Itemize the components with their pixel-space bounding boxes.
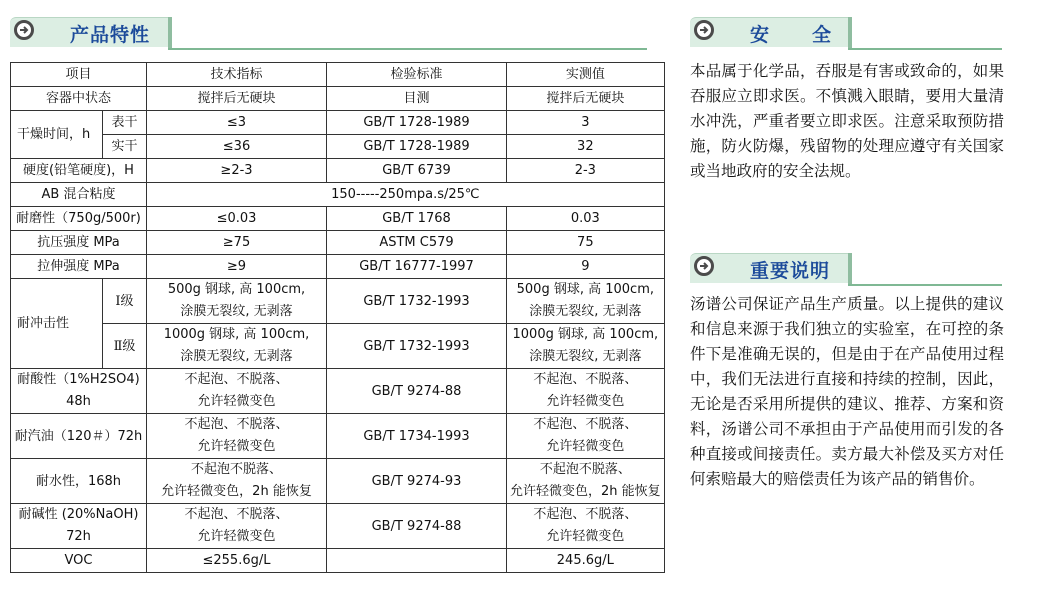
spec-cell: 不起泡、不脱落、 — [147, 504, 327, 527]
value-cell: 不起泡不脱落、 — [507, 459, 665, 482]
notice-text: 汤谱公司保证产品生产质量。以上提供的建议和信息来源于我们独立的实验室，在可控的条件下是准确无误的，但是由于在产品使用过程中，我们无法进行直接和持续的控制，因此，无论是否采用所提供的建议、推荐、方案和资料，汤谱公司不承担由于产品使用而引发的各种直接或间接责任。卖方最大补偿及买方对任何索赔最大的赔偿责任为该产品的销售价。 — [690, 295, 1004, 488]
row-label: 抗压强度 MPa — [11, 231, 147, 255]
value-cell: 0.03 — [507, 207, 665, 231]
value-cell: 9 — [507, 255, 665, 279]
row-label: 耐冲击性 — [11, 279, 103, 369]
table-row — [11, 369, 665, 392]
product-properties-header — [10, 17, 647, 51]
value-cell: 搅拌后无硬块 — [507, 87, 665, 111]
spec-cell: 不起泡不脱落、 — [147, 459, 327, 482]
spec-cell: ≥2-3 — [147, 159, 327, 183]
spec-cell: ≥75 — [147, 231, 327, 255]
row-label: AB 混合粘度 — [11, 183, 147, 207]
standard-cell: GB/T 16777-1997 — [327, 255, 507, 279]
table-row — [11, 159, 665, 183]
value-cell: 32 — [507, 135, 665, 159]
spec-table — [10, 62, 665, 573]
spec-cell: 500g 钢球, 高 100cm, — [147, 279, 327, 302]
section-title: 安 全 — [750, 24, 844, 46]
value-cell: 500g 钢球, 高 100cm, — [507, 279, 665, 302]
value-cell: 不起泡、不脱落、 — [507, 504, 665, 527]
row-label: 耐磨性（750g/500r) — [11, 207, 147, 231]
sub-label: Ⅱ级 — [103, 324, 147, 369]
value-cell: 75 — [507, 231, 665, 255]
spec-cell: 允许轻微变色 — [147, 391, 327, 414]
table-row — [11, 279, 665, 302]
value-cell: 允许轻微变色 — [507, 526, 665, 549]
value-cell: 允许轻微变色，2h 能恢复 — [507, 481, 665, 504]
standard-cell: GB/T 1732-1993 — [327, 279, 507, 324]
standard-cell — [327, 549, 507, 573]
table-row — [11, 183, 665, 207]
row-label: VOC — [11, 549, 147, 573]
value-cell: 涂膜无裂纹, 无剥落 — [507, 301, 665, 324]
arrow-circle-icon — [14, 20, 34, 40]
notice-header — [690, 253, 1002, 287]
table-header-row — [11, 63, 665, 87]
header-cell: 实测值 — [507, 63, 665, 87]
sub-label: Ⅰ级 — [103, 279, 147, 324]
standard-cell: GB/T 6739 — [327, 159, 507, 183]
spec-cell: 涂膜无裂纹, 无剥落 — [147, 346, 327, 369]
spec-cell: 不起泡、不脱落、 — [147, 369, 327, 392]
spec-cell: 允许轻微变色 — [147, 436, 327, 459]
standard-cell: GB/T 9274-88 — [327, 369, 507, 414]
table-row — [11, 414, 665, 437]
table-row — [11, 549, 665, 573]
spec-cell: 允许轻微变色，2h 能恢复 — [147, 481, 327, 504]
standard-cell: GB/T 1768 — [327, 207, 507, 231]
standard-cell: GB/T 9274-88 — [327, 504, 507, 549]
standard-cell: GB/T 1732-1993 — [327, 324, 507, 369]
header-rule — [848, 284, 1002, 286]
section-title: 重要说明 — [750, 260, 831, 282]
table-row — [11, 111, 665, 135]
value-cell: 涂膜无裂纹, 无剥落 — [507, 346, 665, 369]
header-rule — [168, 48, 647, 50]
spec-cell: 不起泡、不脱落、 — [147, 414, 327, 437]
value-cell: 不起泡、不脱落、 — [507, 414, 665, 437]
value-cell: 不起泡、不脱落、 — [507, 369, 665, 392]
table-row — [11, 135, 665, 159]
spec-cell: 1000g 钢球, 高 100cm, — [147, 324, 327, 347]
header-rule — [848, 48, 1002, 50]
row-label: 硬度(铅笔硬度)，H — [11, 159, 147, 183]
value-cell: 2-3 — [507, 159, 665, 183]
standard-cell: GB/T 9274-93 — [327, 459, 507, 504]
standard-cell: GB/T 1734-1993 — [327, 414, 507, 459]
row-label: 耐酸性（1%H2SO4) — [11, 369, 147, 392]
sub-label: 表干 — [103, 111, 147, 135]
value-cell: 允许轻微变色 — [507, 436, 665, 459]
table-row — [11, 255, 665, 279]
spec-cell: 涂膜无裂纹, 无剥落 — [147, 301, 327, 324]
standard-cell: GB/T 1728-1989 — [327, 111, 507, 135]
table-row — [11, 459, 665, 482]
spec-cell: ≤3 — [147, 111, 327, 135]
spec-cell: ≤255.6g/L — [147, 549, 327, 573]
row-label: 72h — [11, 526, 147, 549]
row-label: 容器中状态 — [11, 87, 147, 111]
header-cell: 项目 — [11, 63, 147, 87]
sub-label: 实干 — [103, 135, 147, 159]
standard-cell: GB/T 1728-1989 — [327, 135, 507, 159]
arrow-circle-icon — [694, 20, 714, 40]
spec-cell: 搅拌后无硬块 — [147, 87, 327, 111]
row-label: 耐碱性 (20%NaOH) — [11, 504, 147, 527]
table-row — [11, 231, 665, 255]
standard-cell: ASTM C579 — [327, 231, 507, 255]
table-row — [11, 207, 665, 231]
spec-cell: ≤36 — [147, 135, 327, 159]
value-cell: 1000g 钢球, 高 100cm, — [507, 324, 665, 347]
spec-cell: ≤0.03 — [147, 207, 327, 231]
table-row — [11, 504, 665, 527]
spec-cell: 允许轻微变色 — [147, 526, 327, 549]
row-label: 干燥时间，h — [11, 111, 103, 159]
row-label: 耐汽油（120＃）72h — [11, 414, 147, 459]
row-label: 48h — [11, 391, 147, 414]
spec-cell: 150-----250mpa.s/25℃ — [147, 183, 665, 207]
safety-text: 本品属于化学品，吞服是有害或致命的，如果吞服应立即求医。不慎溅入眼睛，要用大量清水冲洗，严重者要立即求医。注意采取预防措施，防火防爆，残留物的处理应遵守有关国家或当地政府的安全法规。 — [690, 62, 1004, 180]
table-row — [11, 87, 665, 111]
header-cell: 检验标准 — [327, 63, 507, 87]
value-cell: 允许轻微变色 — [507, 391, 665, 414]
value-cell: 3 — [507, 111, 665, 135]
table-row — [11, 324, 665, 347]
arrow-circle-icon — [694, 256, 714, 276]
safety-header — [690, 17, 1002, 51]
value-cell: 245.6g/L — [507, 549, 665, 573]
row-label: 耐水性，168h — [11, 459, 147, 504]
standard-cell: 目测 — [327, 87, 507, 111]
section-title: 产品特性 — [70, 24, 151, 46]
row-label: 拉伸强度 MPa — [11, 255, 147, 279]
header-cell: 技术指标 — [147, 63, 327, 87]
spec-cell: ≥9 — [147, 255, 327, 279]
